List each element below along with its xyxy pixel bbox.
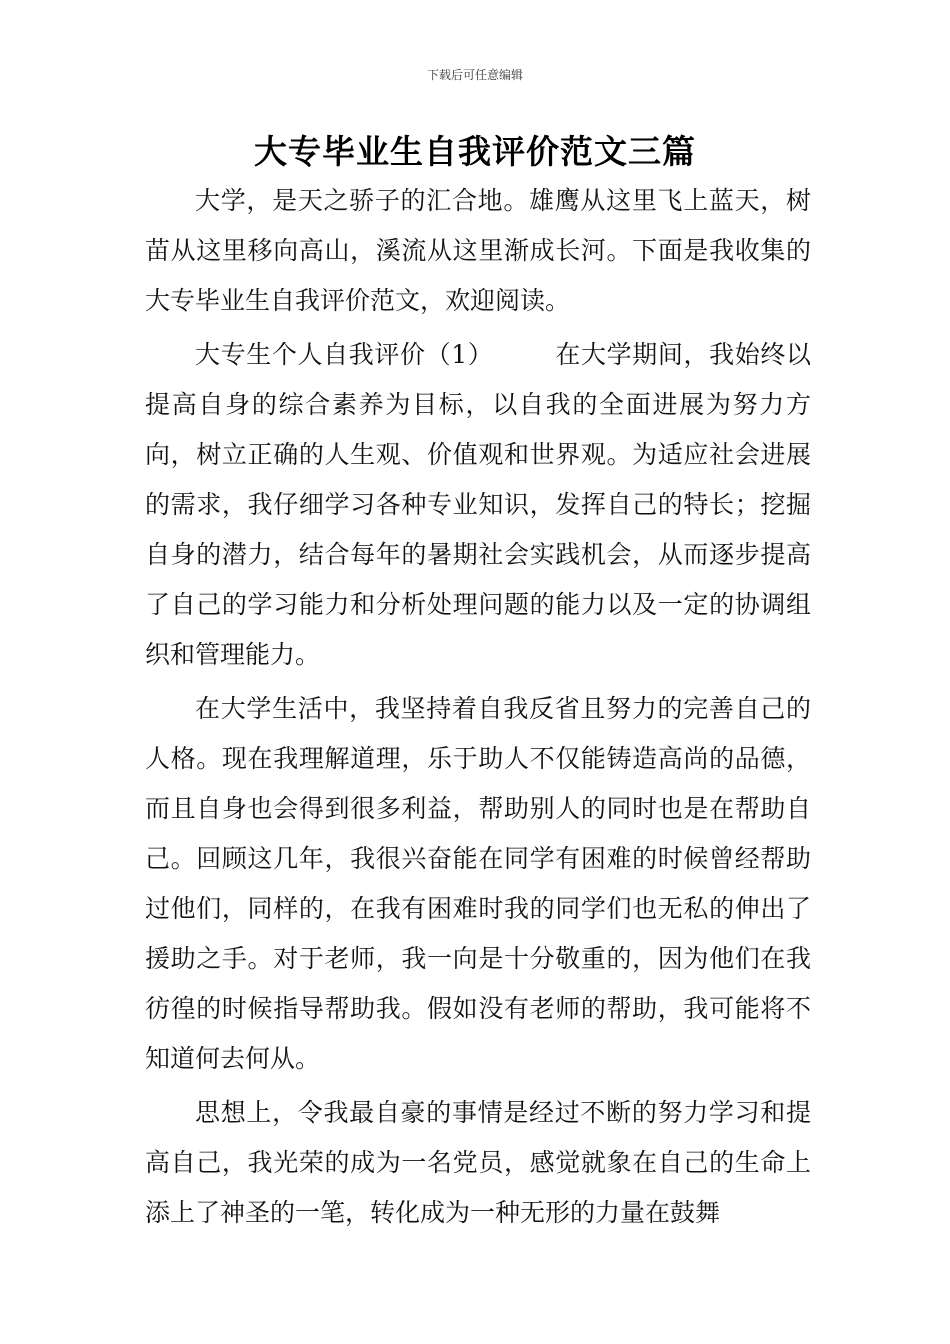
- section1-paragraph-1-text: 在大学期间，我始终以提高自身的综合素养为目标，以自我的全面进展为努力方向，树立正确的人生观、价值观和世界观。为适应社会进展的需求，我仔细学习各种专业知识，发挥自己的特长；挖掘自身的潜力，结合每年的暑期社会实践机会，从而逐步提高了自己的学习能力和分析处理问题的能力以及一定的协调组织和管理能力。: [145, 340, 811, 669]
- document-body: [145, 176, 811, 1242]
- section1-paragraph-2: 在大学生活中，我坚持着自我反省且努力的完善自己的人格。现在我理解道理，乐于助人不仅能铸造高尚的品德，而且自身也会得到很多利益，帮助别人的同时也是在帮助自己。回顾这几年，我很兴奋能在同学有困难的时候曾经帮助过他们，同样的，在我有困难时我的同学们也无私的伸出了援助之手。对于老师，我一向是十分敬重的，因为他们在我彷徨的时候指导帮助我。假如没有老师的帮助，我可能将不知道何去何从。: [145, 694, 811, 1073]
- section1-heading: 大专生个人自我评价（1）: [195, 340, 494, 369]
- section1-paragraph-1: [145, 330, 811, 680]
- intro-paragraph: 大学，是天之骄子的汇合地。雄鹰从这里飞上蓝天，树苗从这里移向高山，溪流从这里渐成长河。下面是我收集的大专毕业生自我评价范文，欢迎阅读。: [145, 186, 811, 315]
- document-title: 大专毕业生自我评价范文三篇: [254, 132, 696, 171]
- header-note: 下载后可任意编辑: [426, 68, 523, 82]
- section1-paragraph-3: 思想上，令我最自豪的事情是经过不断的努力学习和提高自己，我光荣的成为一名党员，感觉就象在自己的生命上添上了神圣的一笔，转化成为一种无形的力量在鼓舞: [145, 1098, 811, 1227]
